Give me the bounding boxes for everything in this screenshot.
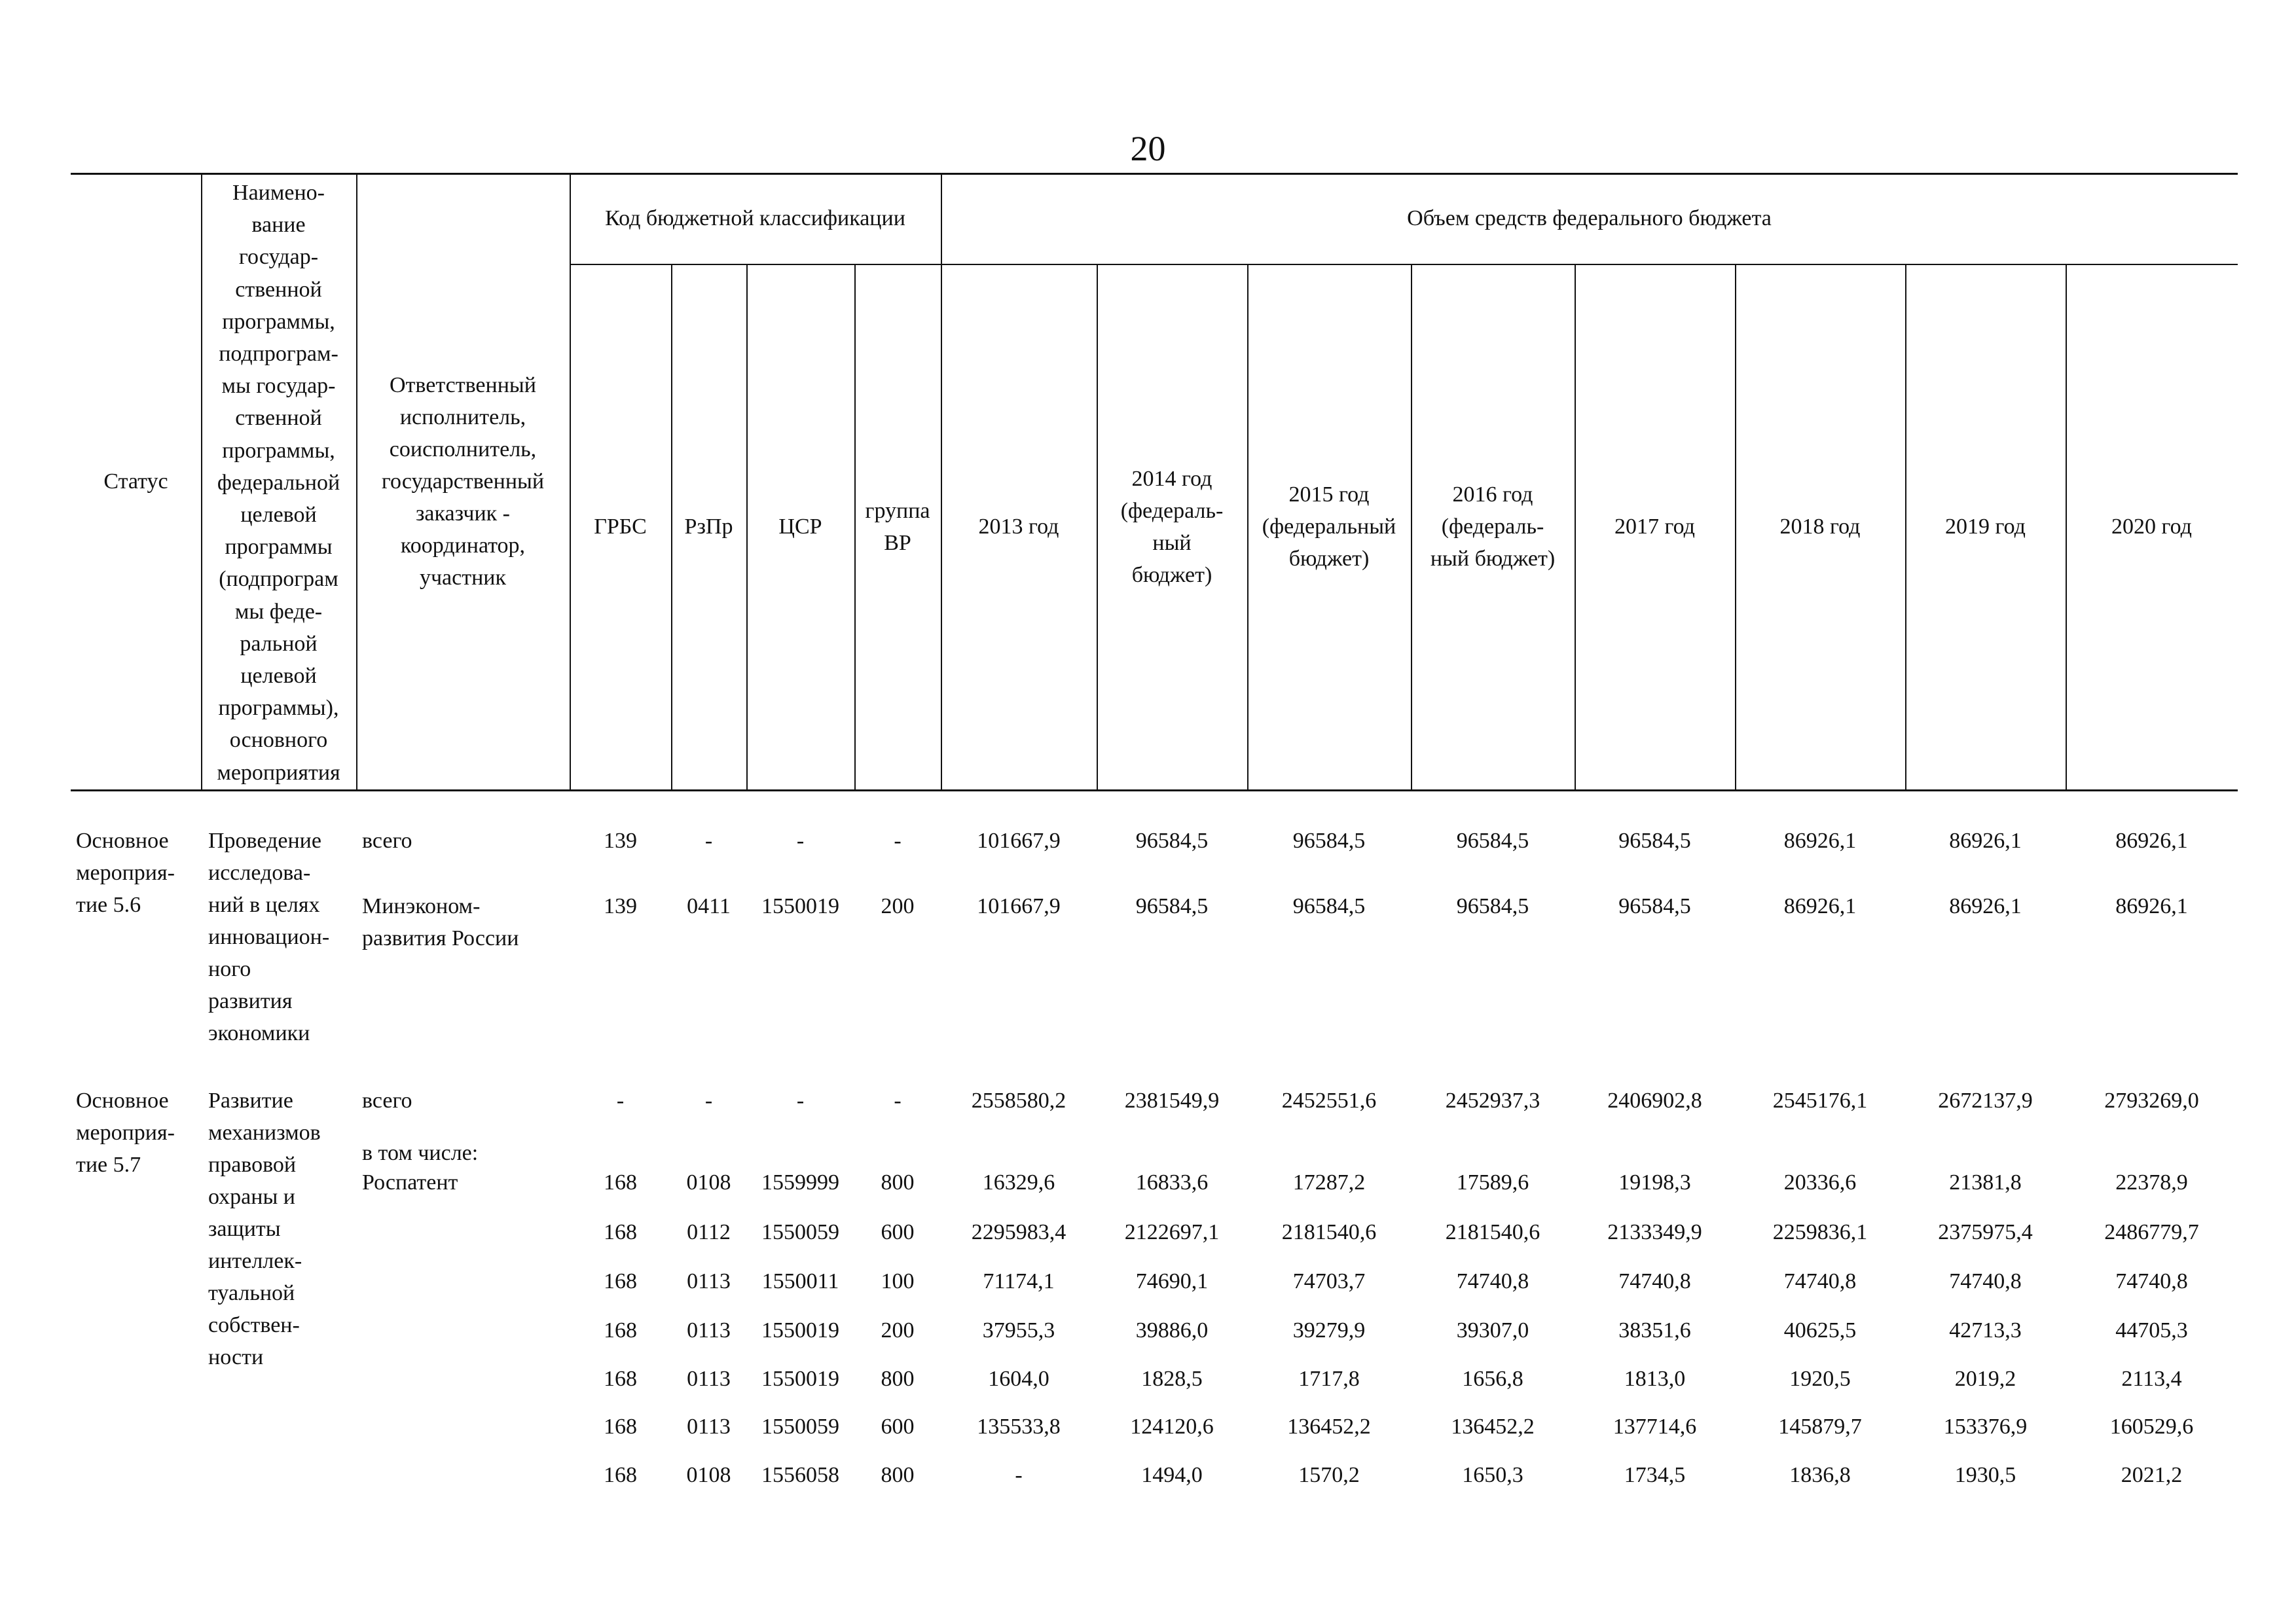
- block2-total-row-value: 2545176,1: [1772, 1089, 1868, 1113]
- block2-row-value: 1717,8: [1298, 1367, 1360, 1391]
- block2-total-row-value: 2793269,0: [2104, 1089, 2199, 1113]
- header-year: 2013 год: [978, 514, 1059, 539]
- header-year: 2015 год (федеральный бюджет): [1262, 482, 1396, 571]
- block2-row-value: 74740,8: [2115, 1269, 2188, 1293]
- block1-total-row-value: 86926,1: [2115, 829, 2188, 853]
- block2-row-csr: 1550019: [761, 1367, 839, 1391]
- block2-row-value: 74740,8: [1456, 1269, 1529, 1293]
- block2-row-value: 74740,8: [1783, 1269, 1857, 1293]
- block2-row-value: 74703,7: [1292, 1269, 1366, 1293]
- block2-row-rzpr: 0113: [687, 1367, 731, 1391]
- block2-total-resp: всего: [362, 1089, 412, 1113]
- block2-row-csr: 1559999: [761, 1170, 839, 1195]
- block1-total-row-value: 86926,1: [1949, 829, 2022, 853]
- header-rzpr: РзПр: [684, 514, 733, 539]
- block2-row-grbs: 168: [604, 1463, 637, 1487]
- block2-row-value: 124120,6: [1130, 1415, 1214, 1439]
- block2-row-value: 17287,2: [1292, 1170, 1366, 1195]
- block2-total-row-value: 2672137,9: [1938, 1089, 2033, 1113]
- block2-row-value: 39886,0: [1135, 1318, 1209, 1343]
- block2-row-value: 2133349,9: [1607, 1220, 1702, 1244]
- header-year: 2020 год: [2111, 514, 2192, 539]
- block2-row-value: 2259836,1: [1772, 1220, 1868, 1244]
- block2-row-rzpr: 0108: [686, 1170, 731, 1195]
- block2-row-csr: 1550011: [761, 1269, 839, 1293]
- header-year: 2019 год: [1945, 514, 2026, 539]
- block2-row-value: 21381,8: [1949, 1170, 2022, 1195]
- header-bottom-rule: [71, 789, 2238, 791]
- block2-row-grbs: 168: [604, 1415, 637, 1439]
- block2-total-row-value: 2452551,6: [1281, 1089, 1377, 1113]
- block2-row-value: 74740,8: [1618, 1269, 1691, 1293]
- header-year: 2016 год (федераль- ный бюджет): [1430, 482, 1556, 571]
- block1-row-value: 86926,1: [2115, 894, 2188, 918]
- block2-row-value: 22378,9: [2115, 1170, 2188, 1195]
- block2-row-value: 153376,9: [1943, 1415, 2028, 1439]
- block2-row-value: 2019,2: [1954, 1367, 2016, 1391]
- block1-row-grbs: 139: [604, 894, 637, 918]
- block2-row-value: 71174,1: [983, 1269, 1055, 1293]
- block1-row-resp: всего: [362, 829, 412, 853]
- header-budget-code: Код бюджетной классификации: [605, 206, 905, 230]
- block2-row-value: 74740,8: [1949, 1269, 2022, 1293]
- block2-name: Развитие механизмов правовой охраны и защиты интеллек- туальной собствен- ности: [208, 1089, 321, 1369]
- block2-row-rzpr: 0113: [687, 1318, 731, 1343]
- block2-row-rzpr: 0112: [687, 1220, 731, 1244]
- block1-row-value: 86926,1: [1783, 894, 1857, 918]
- header-name: Наимено- вание государ- ственной программы, подпрограм- мы государ- ственной программы, федеральной целевой программы (подпрограм мы феде- ральной целевой программы), основного мероприятия: [217, 181, 340, 785]
- block2-row-value: 1494,0: [1141, 1463, 1203, 1487]
- block2-row-value: 1920,5: [1789, 1367, 1851, 1391]
- block2-row-value: 1570,2: [1298, 1463, 1360, 1487]
- header-csr: ЦСР: [778, 514, 822, 539]
- block2-row-rzpr: 0113: [687, 1415, 731, 1439]
- block2-row-value: 2113,4: [2121, 1367, 2182, 1391]
- block2-row-csr: 1550059: [761, 1415, 839, 1439]
- block2-row-value: 135533,8: [977, 1415, 1061, 1439]
- block2-total-row-value: 2406902,8: [1607, 1089, 1702, 1113]
- block2-row-value: 39279,9: [1292, 1318, 1366, 1343]
- block2-row-csr: 1550059: [761, 1220, 839, 1244]
- block2-row-value: 17589,6: [1456, 1170, 1529, 1195]
- block2-row-value: 1656,8: [1462, 1367, 1523, 1391]
- block2-row-grbs: 168: [604, 1367, 637, 1391]
- block2-row-value: 16329,6: [982, 1170, 1055, 1195]
- block1-row-value: 101667,9: [977, 894, 1061, 918]
- header-year: 2018 год: [1779, 514, 1861, 539]
- header-year: 2014 год (федераль- ный бюджет): [1120, 466, 1224, 587]
- block1-row-value: 96584,5: [1456, 894, 1529, 918]
- block2-row-value: 2295983,4: [971, 1220, 1066, 1244]
- block2-row-vr: 600: [881, 1220, 915, 1244]
- block2-row-value: 39307,0: [1456, 1318, 1529, 1343]
- block2-row-value: 160529,6: [2109, 1415, 2194, 1439]
- block1-total-row-value: 96584,5: [1618, 829, 1691, 853]
- block2-row-value: 2375975,4: [1938, 1220, 2033, 1244]
- block1-total-row-value: 96584,5: [1456, 829, 1529, 853]
- block2-row-value: 20336,6: [1783, 1170, 1857, 1195]
- block2-total-row-vr: -: [894, 1089, 902, 1113]
- block1-row-value: 96584,5: [1618, 894, 1691, 918]
- block2-row-value: 1813,0: [1624, 1367, 1686, 1391]
- block1-total-row-value: 96584,5: [1135, 829, 1209, 853]
- block1-row-csr: 1550019: [761, 894, 839, 918]
- block2-row-value: 40625,5: [1783, 1318, 1857, 1343]
- block1-total-row-grbs: 139: [604, 829, 637, 853]
- block2-total-row-grbs: -: [616, 1089, 625, 1113]
- block2-row-grbs: 168: [604, 1220, 637, 1244]
- block2-row-csr: 1550019: [761, 1318, 839, 1343]
- page-number: 20: [1130, 129, 1166, 168]
- block2-row-value: 145879,7: [1778, 1415, 1862, 1439]
- block2-row-grbs: 168: [604, 1170, 637, 1195]
- block2-row-grbs: 168: [604, 1318, 637, 1343]
- header-year: 2017 год: [1614, 514, 1695, 539]
- block1-total-row-value: 101667,9: [977, 829, 1061, 853]
- block2-row-value: 1604,0: [988, 1367, 1049, 1391]
- block2-row-value: 37955,3: [982, 1318, 1055, 1343]
- block2-row-vr: 800: [881, 1367, 915, 1391]
- block2-row-csr: 1556058: [761, 1463, 839, 1487]
- block2-row-value: 19198,3: [1618, 1170, 1691, 1195]
- block2-row-value: 2181540,6: [1445, 1220, 1540, 1244]
- block2-row-vr: 100: [881, 1269, 915, 1293]
- block1-row-vr: 200: [881, 894, 915, 918]
- block2-row-value: 44705,3: [2115, 1318, 2188, 1343]
- block2-row-vr: 800: [881, 1170, 915, 1195]
- header-status: Статус: [103, 469, 168, 494]
- block1-row-resp: Минэконом- развития России: [362, 894, 519, 950]
- block2-row-value: 74690,1: [1135, 1269, 1209, 1293]
- block2-row-value: 136452,2: [1287, 1415, 1371, 1439]
- block2-row-value: 42713,3: [1949, 1318, 2022, 1343]
- block2-row-rzpr: 0113: [687, 1269, 731, 1293]
- block2-row-value: 1650,3: [1462, 1463, 1523, 1487]
- block2-row-value: 1836,8: [1789, 1463, 1851, 1487]
- block1-total-row-vr: -: [894, 829, 902, 853]
- block2-row-vr: 200: [881, 1318, 915, 1343]
- block1-total-row-csr: -: [796, 829, 805, 853]
- block2-total-row-value: 2452937,3: [1445, 1089, 1540, 1113]
- header-responsible: Ответственный исполнитель, соисполнитель, государственный заказчик - координатор, участник: [381, 372, 545, 590]
- block2-row-value: 2181540,6: [1281, 1220, 1377, 1244]
- block1-row-value: 96584,5: [1292, 894, 1366, 918]
- block1-total-row-rzpr: -: [704, 829, 713, 853]
- block2-row-vr: 600: [881, 1415, 915, 1439]
- block2-status: Основное мероприя- тие 5.7: [76, 1089, 175, 1177]
- block2-row-vr: 800: [881, 1463, 915, 1487]
- block2-row-value: 1930,5: [1954, 1463, 2016, 1487]
- block1-row-rzpr: 0411: [687, 894, 731, 918]
- block1-name: Проведение исследова- ний в целях инновацион- ного развития экономики: [208, 829, 330, 1045]
- block2-row-value: -: [1015, 1463, 1023, 1487]
- block2-row-value: 1828,5: [1141, 1367, 1203, 1391]
- block2-row-grbs: 168: [604, 1269, 637, 1293]
- block2-row-value: 2021,2: [2121, 1463, 2183, 1487]
- block1-row-value: 96584,5: [1135, 894, 1209, 918]
- block2-row-value: 136452,2: [1451, 1415, 1535, 1439]
- block1-total-row-value: 96584,5: [1292, 829, 1366, 853]
- header-grbs: ГРБС: [594, 514, 647, 539]
- block1-total-row-value: 86926,1: [1783, 829, 1857, 853]
- block2-total-row-value: 2381549,9: [1124, 1089, 1220, 1113]
- block2-row-value: 2486779,7: [2104, 1220, 2199, 1244]
- block2-row-value: 137714,6: [1613, 1415, 1697, 1439]
- block2-total-row-rzpr: -: [704, 1089, 713, 1113]
- block2-incl-resp: в том числе: Роспатент: [362, 1141, 479, 1195]
- block2-row-value: 2122697,1: [1124, 1220, 1220, 1244]
- header-group-vr: группа ВР: [865, 498, 930, 555]
- block1-status: Основное мероприя- тие 5.6: [76, 829, 175, 917]
- header-federal-volume: Объем средств федерального бюджета: [1407, 206, 1772, 230]
- block2-total-row-csr: -: [796, 1089, 805, 1113]
- block2-total-row-value: 2558580,2: [971, 1089, 1066, 1113]
- block2-row-rzpr: 0108: [686, 1463, 731, 1487]
- block2-row-value: 16833,6: [1135, 1170, 1209, 1195]
- block2-row-value: 1734,5: [1624, 1463, 1686, 1487]
- block2-row-value: 38351,6: [1618, 1318, 1691, 1343]
- block1-row-value: 86926,1: [1949, 894, 2022, 918]
